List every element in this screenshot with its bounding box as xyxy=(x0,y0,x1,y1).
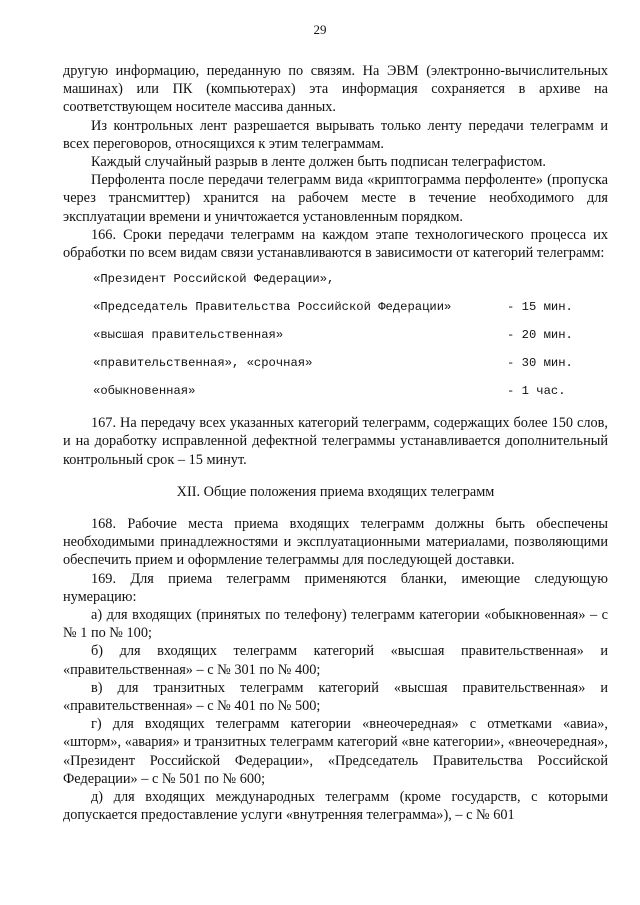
paragraph-169: 169. Для приема телеграмм применяются бланки, имеющие следующую нумерацию: xyxy=(63,570,608,605)
paragraph-control-tapes: Из контрольных лент разрешается вырывать только ленту передачи телеграмм и всех переговоров, относящихся к этим телеграммам. xyxy=(63,117,608,152)
category-time: - 1 час. xyxy=(507,384,566,399)
paragraph-167: 167. На передачу всех указанных категорий телеграмм, содержащих более 150 слов, и на доработку исправленной дефектной телеграммы устанавливается дополнительный контрольный срок – 15 минут. xyxy=(63,415,608,468)
paragraph-166: 166. Сроки передачи телеграмм на каждом этапе технологического процесса их обработки по всем видам связи устанавливаются в зависимости от категорий телеграмм: xyxy=(63,226,608,262)
section-heading: XII. Общие положения приема входящих телеграмм xyxy=(176,483,495,500)
category-row xyxy=(63,326,608,344)
document-body xyxy=(63,62,608,825)
list-item: а) для входящих (принятых по телефону) телеграмм категории «обыкновенная» – с № 1 по № 100; xyxy=(63,607,608,642)
paragraph-168: 168. Рабочие места приема входящих телеграмм должны быть обеспечены необходимыми принадлежностями и эксплуатационными материалами, позволяющими обеспечить прием и оформление телеграммы для последующей доставки. xyxy=(63,516,608,569)
category-name: «Президент Российской Федерации», xyxy=(93,272,335,287)
category-time: - 20 мин. xyxy=(507,328,573,343)
category-name: «высшая правительственная» xyxy=(93,328,284,343)
category-row xyxy=(63,270,608,288)
list-item: д) для входящих международных телеграмм (кроме государств, с которыми допускается предоставление услуги «внутренняя телеграмма»), – с № 601 xyxy=(63,789,608,824)
page-number: 29 xyxy=(313,22,327,37)
paragraph-continuation: другую информацию, переданную по связям. На ЭВМ (электронно-вычислительных машинах) или ПК (компьютерах) эта информация сохраняется в архиве на соответствующем носителе массива данных. xyxy=(63,63,608,116)
category-time: - 15 мин. xyxy=(507,300,573,315)
paragraph-tape-break: Каждый случайный разрыв в ленте должен быть подписан телеграфистом. xyxy=(91,154,546,171)
paragraph-perforated-tape: Перфолента после передачи телеграмм вида «криптограмма перфоленте» (пропуска через трансмиттер) хранится на рабочем месте в течение необходимого для эксплуатации времени и уничтожается установленным порядком. xyxy=(63,172,608,225)
list-item: в) для транзитных телеграмм категорий «высшая правительственная» и «правительственная» – с № 401 по № 500; xyxy=(63,679,608,715)
category-name: «обыкновенная» xyxy=(93,384,196,399)
list-item: г) для входящих телеграмм категории «внеочередная» с отметками «авиа», «шторм», «авария» и транзитных телеграмм категорий «вне категории», «внеочередная», «Президент Российской Федерации», «Председатель Правительства Российской Федерации» – с № 501 по № 600; xyxy=(63,716,608,787)
category-name: «правительственная», «срочная» xyxy=(93,356,313,371)
category-row xyxy=(63,298,608,316)
category-row xyxy=(63,354,608,372)
list-item: б) для входящих телеграмм категорий «высшая правительственная» и «правительственная» – с № 301 по № 400; xyxy=(63,643,608,678)
blank-numbering-list xyxy=(63,606,608,824)
category-name: «Председатель Правительства Российской Федерации» xyxy=(93,300,452,315)
category-time: - 30 мин. xyxy=(507,356,573,371)
category-row xyxy=(63,382,608,400)
category-time-list xyxy=(63,270,608,400)
